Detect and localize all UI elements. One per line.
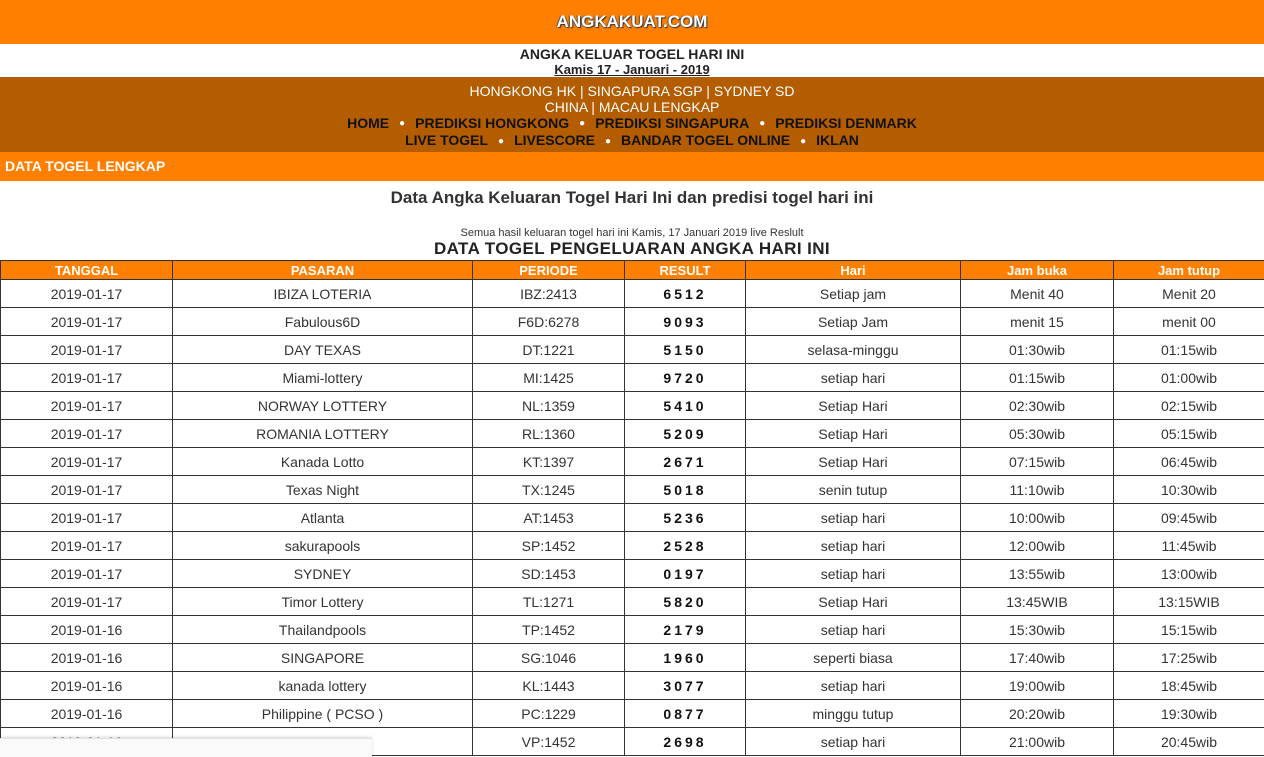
cell-hari: setiap hari	[746, 532, 961, 560]
nav-separator-icon: ●	[399, 118, 405, 129]
cell-pasaran: Thailandpools	[173, 616, 473, 644]
cell-tanggal: 2019-01-17	[1, 364, 173, 392]
table-row	[1, 532, 1264, 560]
cell-periode: IBZ:2413	[473, 280, 625, 308]
cell-result: 3077	[625, 672, 746, 700]
cell-hari: senin tutup	[746, 476, 961, 504]
cell-periode: DT:1221	[473, 336, 625, 364]
table-row	[1, 504, 1264, 532]
cell-periode: TL:1271	[473, 588, 625, 616]
cell-tanggal: 2019-01-17	[1, 336, 173, 364]
market-link-hongkong[interactable]: HONGKONG HK	[470, 83, 577, 99]
cell-jam-tutup: 17:25wib	[1114, 644, 1264, 672]
cell-periode: SG:1046	[473, 644, 625, 672]
results-note: Semua hasil keluaran togel hari ini Kamis, 17 Januari 2019 live Reslult	[0, 227, 1264, 239]
nav-separator-icon: ●	[498, 136, 504, 147]
cell-periode: F6D:6278	[473, 308, 625, 336]
cell-periode: VP:1452	[473, 728, 625, 756]
cell-result: 2671	[625, 448, 746, 476]
table-row	[1, 420, 1264, 448]
cell-jam-buka: 01:30wib	[961, 336, 1114, 364]
page-subheader	[0, 44, 1264, 77]
table-row	[1, 672, 1264, 700]
cell-pasaran: NORWAY LOTTERY	[173, 392, 473, 420]
cell-result: 5209	[625, 420, 746, 448]
cell-hari: setiap hari	[746, 504, 961, 532]
table-row	[1, 560, 1264, 588]
cell-hari: Setiap jam	[746, 280, 961, 308]
nav-prediksi-singapura[interactable]: PREDIKSI SINGAPURA	[595, 115, 749, 131]
cell-pasaran: DAY TEXAS	[173, 336, 473, 364]
cell-jam-buka: 10:00wib	[961, 504, 1114, 532]
cell-jam-tutup: 20:45wib	[1114, 728, 1264, 756]
cell-periode: KL:1443	[473, 672, 625, 700]
cell-hari: Setiap Hari	[746, 448, 961, 476]
cell-pasaran: IBIZA LOTERIA	[173, 280, 473, 308]
cell-result: 0877	[625, 700, 746, 728]
cell-jam-buka: 21:00wib	[961, 728, 1114, 756]
market-link-sydney[interactable]: SYDNEY SD	[714, 83, 795, 99]
col-header-hari: Hari	[746, 261, 961, 280]
cell-tanggal: 2019-01-17	[1, 504, 173, 532]
cell-hari: Setiap Hari	[746, 392, 961, 420]
cell-result: 0197	[625, 560, 746, 588]
cell-jam-buka: 02:30wib	[961, 392, 1114, 420]
cell-result: 5236	[625, 504, 746, 532]
cell-periode: NL:1359	[473, 392, 625, 420]
nav-separator-icon: ●	[800, 136, 806, 147]
cell-jam-buka: 19:00wib	[961, 672, 1114, 700]
col-header-jam-buka: Jam buka	[961, 261, 1114, 280]
cell-jam-tutup: 13:15WIB	[1114, 588, 1264, 616]
cell-tanggal: 2019-01-17	[1, 560, 173, 588]
market-links-line1: HONGKONG HK | SINGAPURA SGP | SYDNEY SD	[0, 83, 1264, 99]
cell-tanggal: 2019-01-16	[1, 672, 173, 700]
cell-jam-buka: 12:00wib	[961, 532, 1114, 560]
cell-tanggal: 2019-01-16	[1, 616, 173, 644]
cell-hari: Setiap Hari	[746, 420, 961, 448]
cell-pasaran: ROMANIA LOTTERY	[173, 420, 473, 448]
cell-periode: MI:1425	[473, 364, 625, 392]
cell-tanggal: 2019-01-17	[1, 392, 173, 420]
cell-jam-tutup: 06:45wib	[1114, 448, 1264, 476]
cell-periode: RL:1360	[473, 420, 625, 448]
cell-result: 2698	[625, 728, 746, 756]
cell-pasaran: kanada lottery	[173, 672, 473, 700]
table-row	[1, 476, 1264, 504]
cell-jam-tutup: 01:00wib	[1114, 364, 1264, 392]
market-link-singapura[interactable]: SINGAPURA SGP	[588, 83, 703, 99]
table-header-row	[1, 261, 1264, 280]
cell-result: 2528	[625, 532, 746, 560]
cell-pasaran: SYDNEY	[173, 560, 473, 588]
col-header-tanggal: TANGGAL	[1, 261, 173, 280]
cell-pasaran: SINGAPORE	[173, 644, 473, 672]
cell-tanggal: 2019-01-17	[1, 532, 173, 560]
page-heading: ANGKA KELUAR TOGEL HARI INI	[0, 46, 1264, 62]
cell-periode: SP:1452	[473, 532, 625, 560]
nav-iklan[interactable]: IKLAN	[816, 132, 859, 148]
cell-jam-buka: 17:40wib	[961, 644, 1114, 672]
market-link-china[interactable]: CHINA	[545, 99, 588, 115]
market-links-line2: CHINA | MACAU LENGKAP	[0, 99, 1264, 115]
nav-row-2	[0, 132, 1264, 149]
col-header-jam-tutup: Jam tutup	[1114, 261, 1264, 280]
cell-jam-buka: 07:15wib	[961, 448, 1114, 476]
cell-tanggal: 2019-01-17	[1, 308, 173, 336]
results-table	[0, 260, 1264, 756]
cell-result: 2179	[625, 616, 746, 644]
cell-result: 5820	[625, 588, 746, 616]
cell-periode: TP:1452	[473, 616, 625, 644]
cell-jam-buka: 01:15wib	[961, 364, 1114, 392]
cell-periode: TX:1245	[473, 476, 625, 504]
nav-prediksi-hongkong[interactable]: PREDIKSI HONGKONG	[415, 115, 569, 131]
cell-result: 5018	[625, 476, 746, 504]
section-title: DATA TOGEL LENGKAP	[0, 152, 1264, 181]
nav-prediksi-denmark[interactable]: PREDIKSI DENMARK	[775, 115, 917, 131]
col-header-pasaran: PASARAN	[173, 261, 473, 280]
cell-pasaran: Philippine ( PCSO )	[173, 700, 473, 728]
col-header-result: RESULT	[625, 261, 746, 280]
nav-separator-icon: ●	[579, 118, 585, 129]
cell-hari: Setiap Jam	[746, 308, 961, 336]
cell-jam-tutup: menit 00	[1114, 308, 1264, 336]
cell-jam-buka: 13:55wib	[961, 560, 1114, 588]
table-row	[1, 588, 1264, 616]
cell-tanggal: 2019-01-17	[1, 588, 173, 616]
cell-periode: PC:1229	[473, 700, 625, 728]
cell-hari: minggu tutup	[746, 700, 961, 728]
cell-hari: seperti biasa	[746, 644, 961, 672]
cell-pasaran: Texas Night	[173, 476, 473, 504]
cell-jam-buka: 13:45WIB	[961, 588, 1114, 616]
cell-jam-buka: 15:30wib	[961, 616, 1114, 644]
nav-livescore[interactable]: LIVESCORE	[514, 132, 595, 148]
cell-tanggal: 2019-01-17	[1, 420, 173, 448]
results-table-body	[1, 280, 1264, 756]
cell-jam-tutup: 09:45wib	[1114, 504, 1264, 532]
table-row	[1, 364, 1264, 392]
cell-periode: SD:1453	[473, 560, 625, 588]
data-heading: DATA TOGEL PENGELUARAN ANGKA HARI INI	[0, 239, 1264, 260]
cell-result: 9093	[625, 308, 746, 336]
cell-hari: setiap hari	[746, 364, 961, 392]
cell-result: 5410	[625, 392, 746, 420]
cell-jam-buka: menit 15	[961, 308, 1114, 336]
cell-jam-buka: Menit 40	[961, 280, 1114, 308]
bottom-overlay-bar	[0, 738, 372, 757]
cell-result: 1960	[625, 644, 746, 672]
cell-jam-tutup: Menit 20	[1114, 280, 1264, 308]
cell-tanggal: 2019-01-17	[1, 280, 173, 308]
cell-jam-buka: 11:10wib	[961, 476, 1114, 504]
nav-home[interactable]: HOME	[347, 115, 389, 131]
cell-hari: setiap hari	[746, 672, 961, 700]
cell-pasaran: Miami-lottery	[173, 364, 473, 392]
navigation	[0, 77, 1264, 152]
cell-pasaran: Timor Lottery	[173, 588, 473, 616]
cell-jam-tutup: 15:15wib	[1114, 616, 1264, 644]
main-heading: Data Angka Keluaran Togel Hari Ini dan predisi togel hari ini	[0, 188, 1264, 227]
cell-pasaran: sakurapools	[173, 532, 473, 560]
site-logo-link[interactable]: ANGKAKUAT.COM	[557, 12, 708, 31]
cell-jam-tutup: 19:30wib	[1114, 700, 1264, 728]
cell-hari: Setiap Hari	[746, 588, 961, 616]
cell-hari: setiap hari	[746, 560, 961, 588]
cell-result: 5150	[625, 336, 746, 364]
table-row	[1, 700, 1264, 728]
cell-tanggal: 2019-01-17	[1, 448, 173, 476]
cell-jam-tutup: 01:15wib	[1114, 336, 1264, 364]
nav-live-togel[interactable]: LIVE TOGEL	[405, 132, 488, 148]
cell-hari: setiap hari	[746, 728, 961, 756]
table-row	[1, 308, 1264, 336]
cell-result: 9720	[625, 364, 746, 392]
site-header	[0, 0, 1264, 44]
cell-jam-tutup: 02:15wib	[1114, 392, 1264, 420]
cell-jam-buka: 20:20wib	[961, 700, 1114, 728]
table-row	[1, 644, 1264, 672]
cell-tanggal: 2019-01-17	[1, 476, 173, 504]
cell-hari: selasa-minggu	[746, 336, 961, 364]
table-row	[1, 280, 1264, 308]
cell-pasaran: Kanada Lotto	[173, 448, 473, 476]
nav-separator-icon: ●	[605, 136, 611, 147]
nav-bandar-togel-online[interactable]: BANDAR TOGEL ONLINE	[621, 132, 790, 148]
cell-periode: KT:1397	[473, 448, 625, 476]
nav-row-1	[0, 115, 1264, 132]
page-date: Kamis 17 - Januari - 2019	[0, 62, 1264, 77]
cell-jam-tutup: 10:30wib	[1114, 476, 1264, 504]
cell-pasaran: Atlanta	[173, 504, 473, 532]
market-link-macau[interactable]: MACAU LENGKAP	[599, 99, 720, 115]
cell-jam-tutup: 13:00wib	[1114, 560, 1264, 588]
table-row	[1, 448, 1264, 476]
cell-jam-tutup: 18:45wib	[1114, 672, 1264, 700]
cell-jam-tutup: 11:45wib	[1114, 532, 1264, 560]
cell-result: 6512	[625, 280, 746, 308]
cell-jam-buka: 05:30wib	[961, 420, 1114, 448]
cell-hari: setiap hari	[746, 616, 961, 644]
cell-jam-tutup: 05:15wib	[1114, 420, 1264, 448]
cell-periode: AT:1453	[473, 504, 625, 532]
nav-separator-icon: ●	[759, 118, 765, 129]
table-row	[1, 616, 1264, 644]
cell-tanggal: 2019-01-16	[1, 644, 173, 672]
table-row	[1, 336, 1264, 364]
table-row	[1, 392, 1264, 420]
cell-tanggal: 2019-01-16	[1, 700, 173, 728]
col-header-periode: PERIODE	[473, 261, 625, 280]
cell-pasaran: Fabulous6D	[173, 308, 473, 336]
